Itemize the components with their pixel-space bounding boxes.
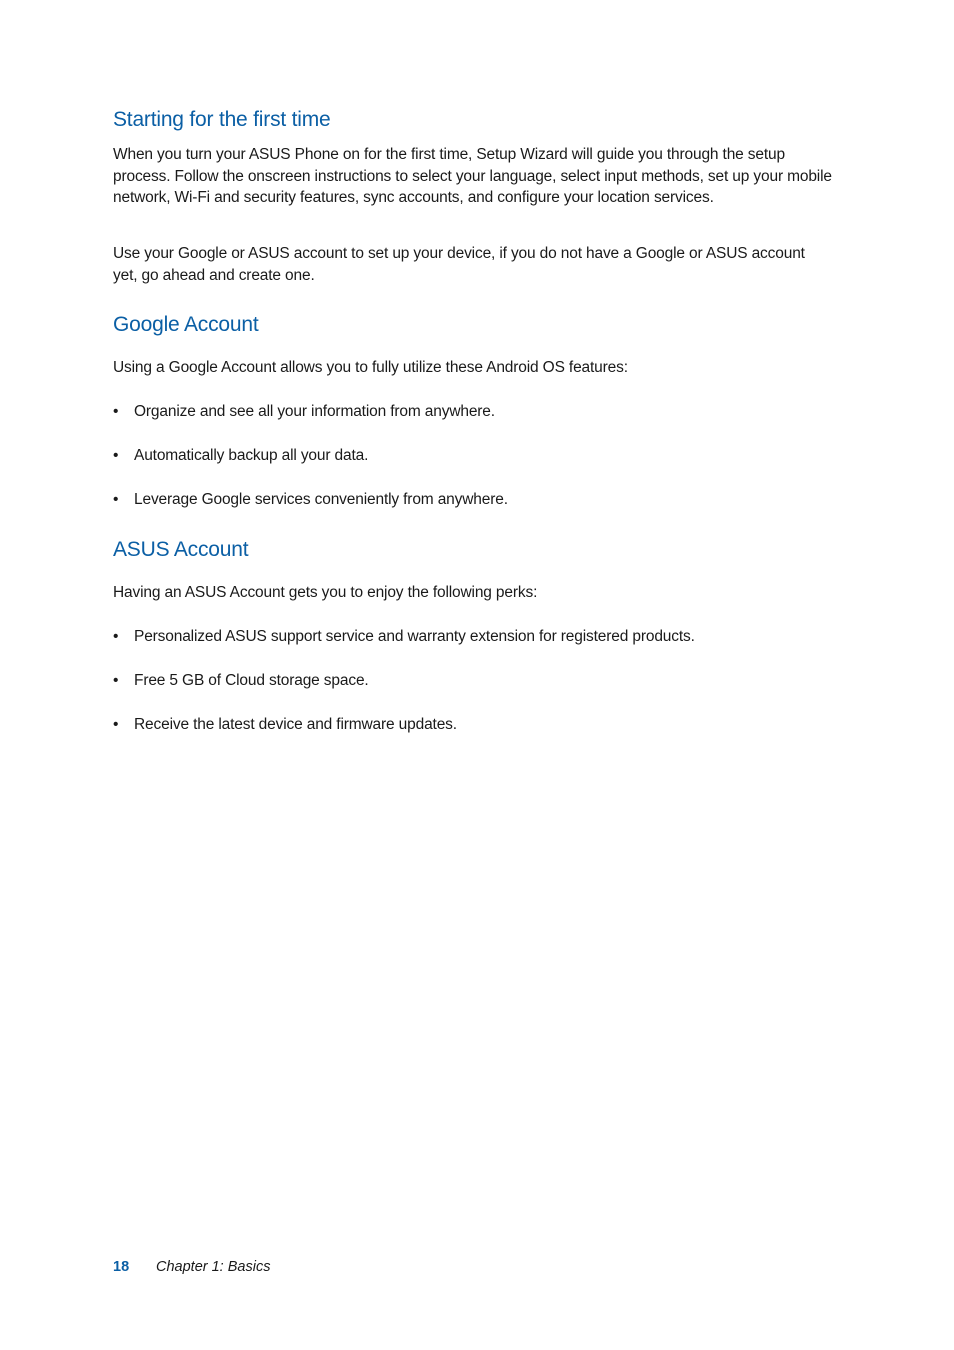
bullet-glyph: • [113,403,119,420]
bullet-glyph: • [113,672,119,689]
section-title-first-time: Starting for the first time [113,108,331,131]
bullet-glyph: • [113,491,119,508]
list-item-text: Automatically backup all your data. [134,447,369,464]
paragraph-google-intro: Using a Google Account allows you to fully utilize these Android OS features: [113,359,628,376]
page-number: 18 [113,1259,130,1275]
list-item-text: Leverage Google services conveniently from anywhere. [134,491,508,508]
bullet-glyph: • [113,447,119,464]
list-item-text: Organize and see all your information from anywhere. [134,403,495,420]
bullet-glyph: • [113,628,119,645]
paragraph-account-setup: Use your Google or ASUS account to set up your device, if you do not have a Google or ASUS account yet, go ahead and create one. [113,245,805,284]
bullet-glyph: • [113,716,119,733]
list-item-text: Personalized ASUS support service and warranty extension for registered products. [134,628,695,645]
list-item-text: Free 5 GB of Cloud storage space. [134,672,369,689]
paragraph-asus-intro: Having an ASUS Account gets you to enjoy the following perks: [113,584,538,601]
chapter-label: Chapter 1: Basics [156,1259,271,1275]
list-item-text: Receive the latest device and firmware updates. [134,716,457,733]
paragraph-setup-wizard: When you turn your ASUS Phone on for the first time, Setup Wizard will guide you through the setup process. Follow the onscreen instructions to select your language, select input methods, set up your mobile network, Wi-Fi and security features, sync accounts, and configure your location services. [113,146,832,206]
section-title-google-account: Google Account [113,313,259,336]
section-title-asus-account: ASUS Account [113,538,249,561]
page-footer [113,1257,271,1277]
